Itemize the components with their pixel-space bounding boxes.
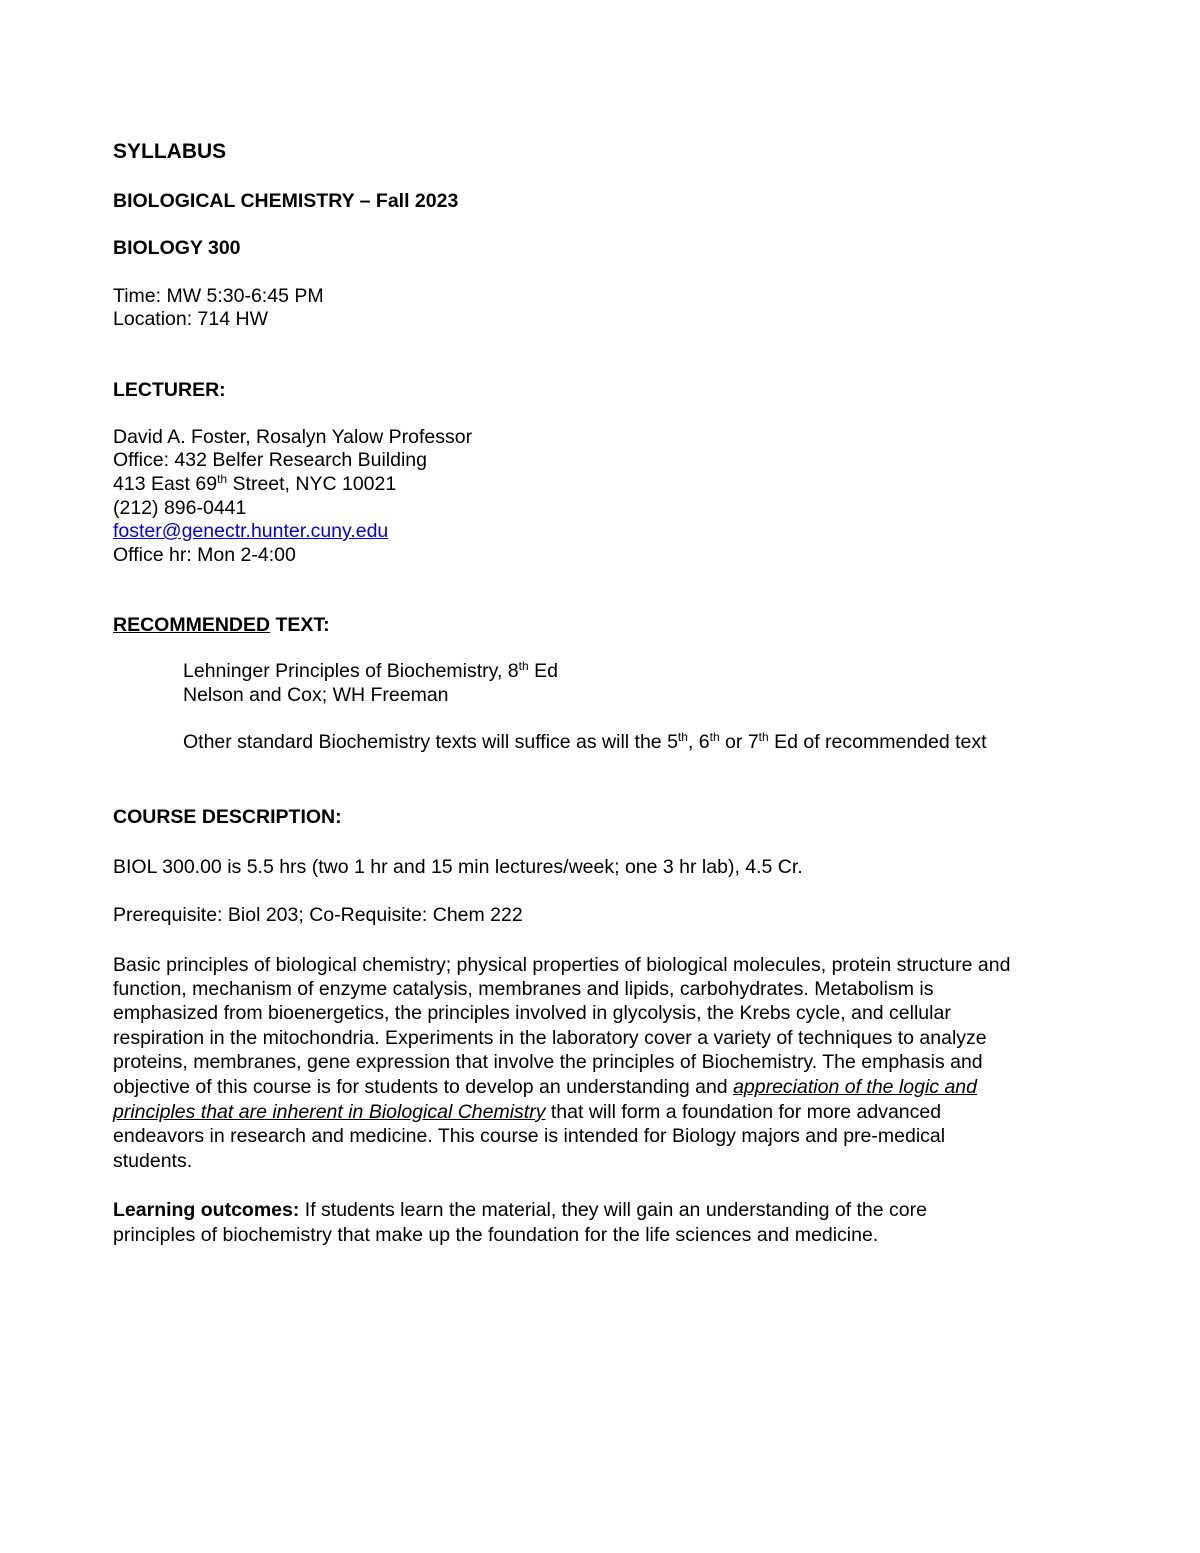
address-city: Street, NYC 10021 [227, 473, 397, 495]
recommended-word: RECOMMENDED [113, 614, 271, 636]
lecturer-office-hours: Office hr: Mon 2-4:00 [113, 544, 296, 566]
textbook-edition-sup: th [518, 659, 529, 673]
description-line7-text: that will form a foundation for more advanced [545, 1101, 942, 1123]
description-emphasis: appreciation of the logic and [733, 1076, 977, 1098]
learning-outcomes-label: Learning outcomes: [113, 1199, 300, 1221]
learning-outcomes-text: If students learn the material, they will gain an understanding of the core [299, 1199, 927, 1221]
lecturer-email-line [113, 519, 388, 543]
lecturer-address [113, 472, 396, 496]
description-line: emphasized from bioenergetics, the principles involved in glycolysis, the Krebs cycle, and cellular [113, 1002, 951, 1024]
course-title: BIOLOGICAL CHEMISTRY – Fall 2023 [113, 190, 459, 212]
class-location: Location: 714 HW [113, 308, 269, 330]
description-line: function, mechanism of enzyme catalysis, membranes and lipids, carbohydrates. Metabolism is [113, 978, 934, 1000]
course-hours: BIOL 300.00 is 5.5 hrs (two 1 hr and 15 min lectures/week; one 3 hr lab), 4.5 Cr. [113, 856, 803, 878]
description-line: proteins, membranes, gene expression that involve the principles of Biochemistry. The emphasis and [113, 1051, 983, 1073]
other-texts-sup3: th [758, 730, 769, 744]
description-line: endeavors in research and medicine. This course is intended for Biology majors and pre-medical [113, 1125, 946, 1147]
other-texts-sup1: th [677, 730, 688, 744]
address-street: 413 East 69 [113, 473, 218, 495]
learning-outcomes [113, 1198, 927, 1222]
course-description-heading: COURSE DESCRIPTION: [113, 806, 342, 828]
description-line [113, 1075, 977, 1099]
class-time: Time: MW 5:30-6:45 PM [113, 285, 324, 307]
recommended-text-heading [113, 613, 330, 637]
other-texts-part2: , 6 [687, 731, 710, 753]
textbook-title [183, 659, 558, 683]
textbook-title-text: Lehninger Principles of Biochemistry, 8 [183, 660, 519, 682]
course-number: BIOLOGY 300 [113, 237, 241, 259]
lecturer-name: David A. Foster, Rosalyn Yalow Professor [113, 426, 473, 448]
description-line [113, 1100, 941, 1124]
description-line6-text: objective of this course is for students to develop an understanding and [113, 1076, 734, 1098]
description-line: respiration in the mitochondria. Experiments in the laboratory cover a variety of techniques to analyze [113, 1027, 987, 1049]
other-texts-part4: Ed of recommended text [768, 731, 987, 753]
learning-outcomes-line2: principles of biochemistry that make up the foundation for the life sciences and medicine. [113, 1224, 879, 1246]
description-emphasis: principles that are inherent in Biological Chemistry [113, 1101, 546, 1123]
address-sup: th [217, 472, 228, 486]
lecturer-office: Office: 432 Belfer Research Building [113, 449, 427, 471]
lecturer-email-link[interactable]: foster@genectr.hunter.cuny.edu [113, 520, 389, 542]
text-word: TEXT: [270, 614, 330, 636]
textbook-authors: Nelson and Cox; WH Freeman [183, 684, 449, 706]
course-prerequisites: Prerequisite: Biol 203; Co-Requisite: Chem 222 [113, 904, 523, 926]
other-texts-note [183, 730, 987, 754]
description-line: Basic principles of biological chemistry; physical properties of biological molecules, protein structure and [113, 954, 1011, 976]
lecturer-phone: (212) 896-0441 [113, 497, 247, 519]
description-line: students. [113, 1150, 193, 1172]
lecturer-heading: LECTURER: [113, 379, 226, 401]
page-heading: SYLLABUS [113, 140, 227, 163]
other-texts-part3: or 7 [719, 731, 759, 753]
other-texts-sup2: th [709, 730, 720, 744]
other-texts-part1: Other standard Biochemistry texts will suffice as will the 5 [183, 731, 678, 753]
textbook-edition-suffix: Ed [528, 660, 558, 682]
